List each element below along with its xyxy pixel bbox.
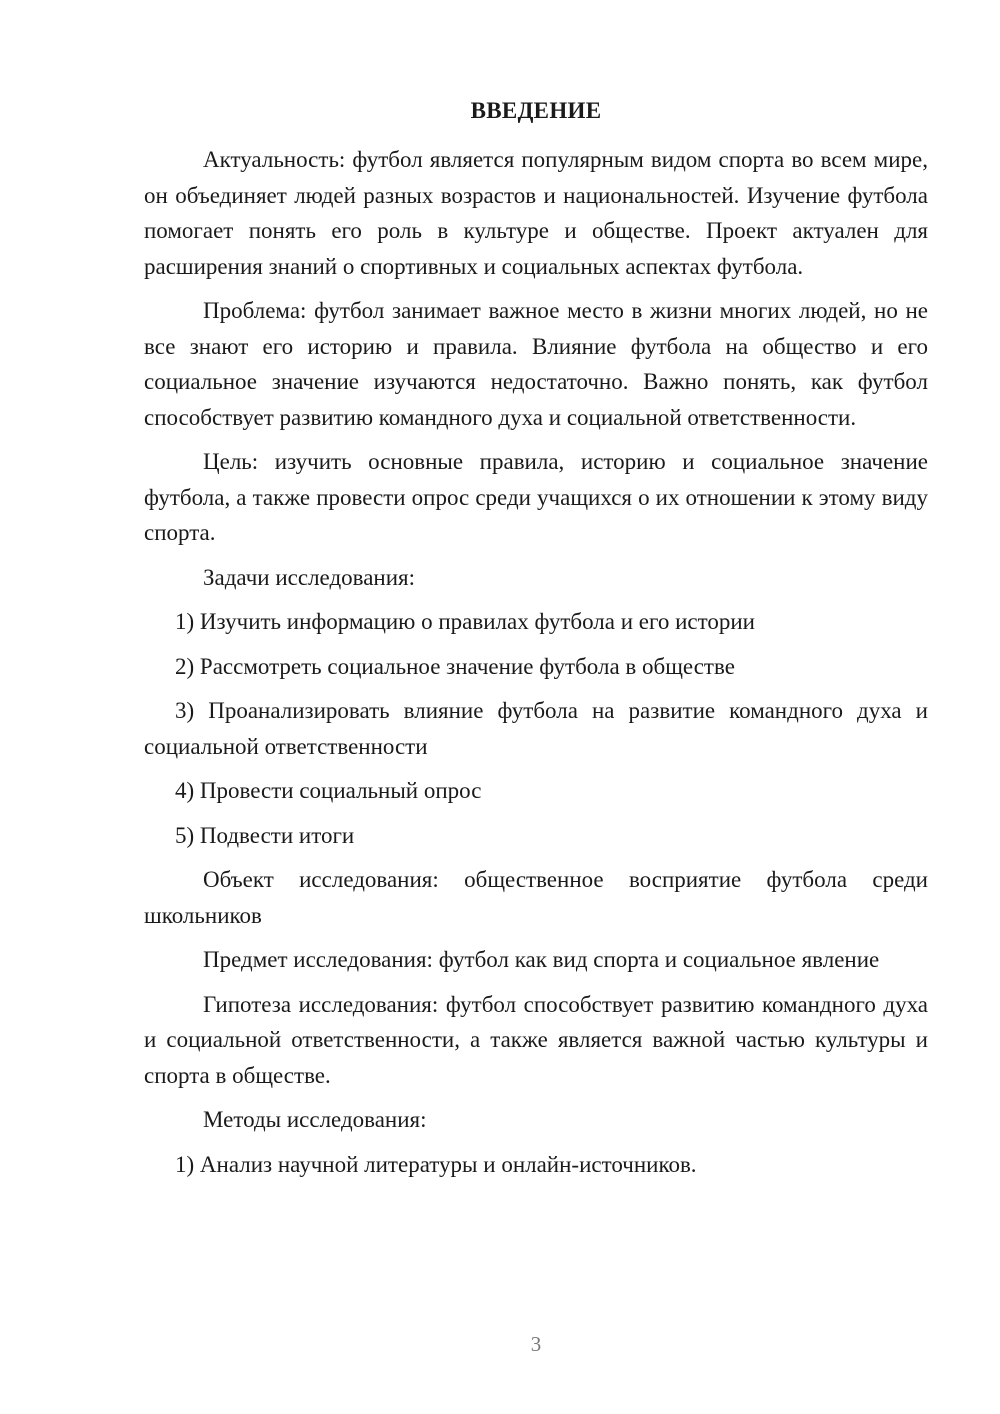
task-item-1: 1) Изучить информацию о правилах футбола и его истории [175, 609, 755, 634]
paragraph-hypothesis: Гипотеза исследования: футбол способствует развитию командного духа и социальной ответственности, а также является важной частью культуры и спорта в обществе. [144, 991, 928, 1088]
methods-heading: Методы исследования: [203, 1107, 427, 1132]
paragraph-object: Объект исследования: общественное восприятие футбола среди школьников [144, 867, 928, 928]
section-title: ВВЕДЕНИЕ [470, 98, 602, 123]
paragraph-subject: Предмет исследования: футбол как вид спорта и социальное явление [203, 947, 880, 972]
method-item-1: 1) Анализ научной литературы и онлайн-источников. [175, 1151, 697, 1177]
task-item-4: 4) Провести социальный опрос [175, 778, 482, 803]
document-body [144, 142, 928, 1191]
task-item-5: 5) Подвести итоги [175, 822, 355, 848]
paragraph-problem: Проблема: футбол занимает важное место в жизни многих людей, но не все знают его историю и правила. Влияние футбола на общество и его социальное значение изучаются недостаточно. Важно понять, как футбол способствует развитию командного духа и социальной ответственности. [144, 298, 928, 430]
task-item-3: 3) Проанализировать влияние футбола на развитие командного духа и социальной ответственности [144, 698, 928, 759]
paragraph-relevance: Актуальность: футбол является популярным видом спорта во всем мире, он объединяет людей разных возрастов и национальностей. Изучение футбола помогает понять его роль в культуре и обществе. Проект актуален для расширения знаний о спортивных и социальных аспектах футбола. [144, 147, 928, 279]
task-item-2: 2) Рассмотреть социальное значение футбола в обществе [175, 653, 735, 679]
tasks-heading: Задачи исследования: [203, 564, 416, 590]
page-number: 3 [530, 1332, 542, 1356]
paragraph-goal: Цель: изучить основные правила, историю и социальное значение футбола, а также провести опрос среди учащихся о их отношении к этому виду спорта. [144, 449, 928, 545]
